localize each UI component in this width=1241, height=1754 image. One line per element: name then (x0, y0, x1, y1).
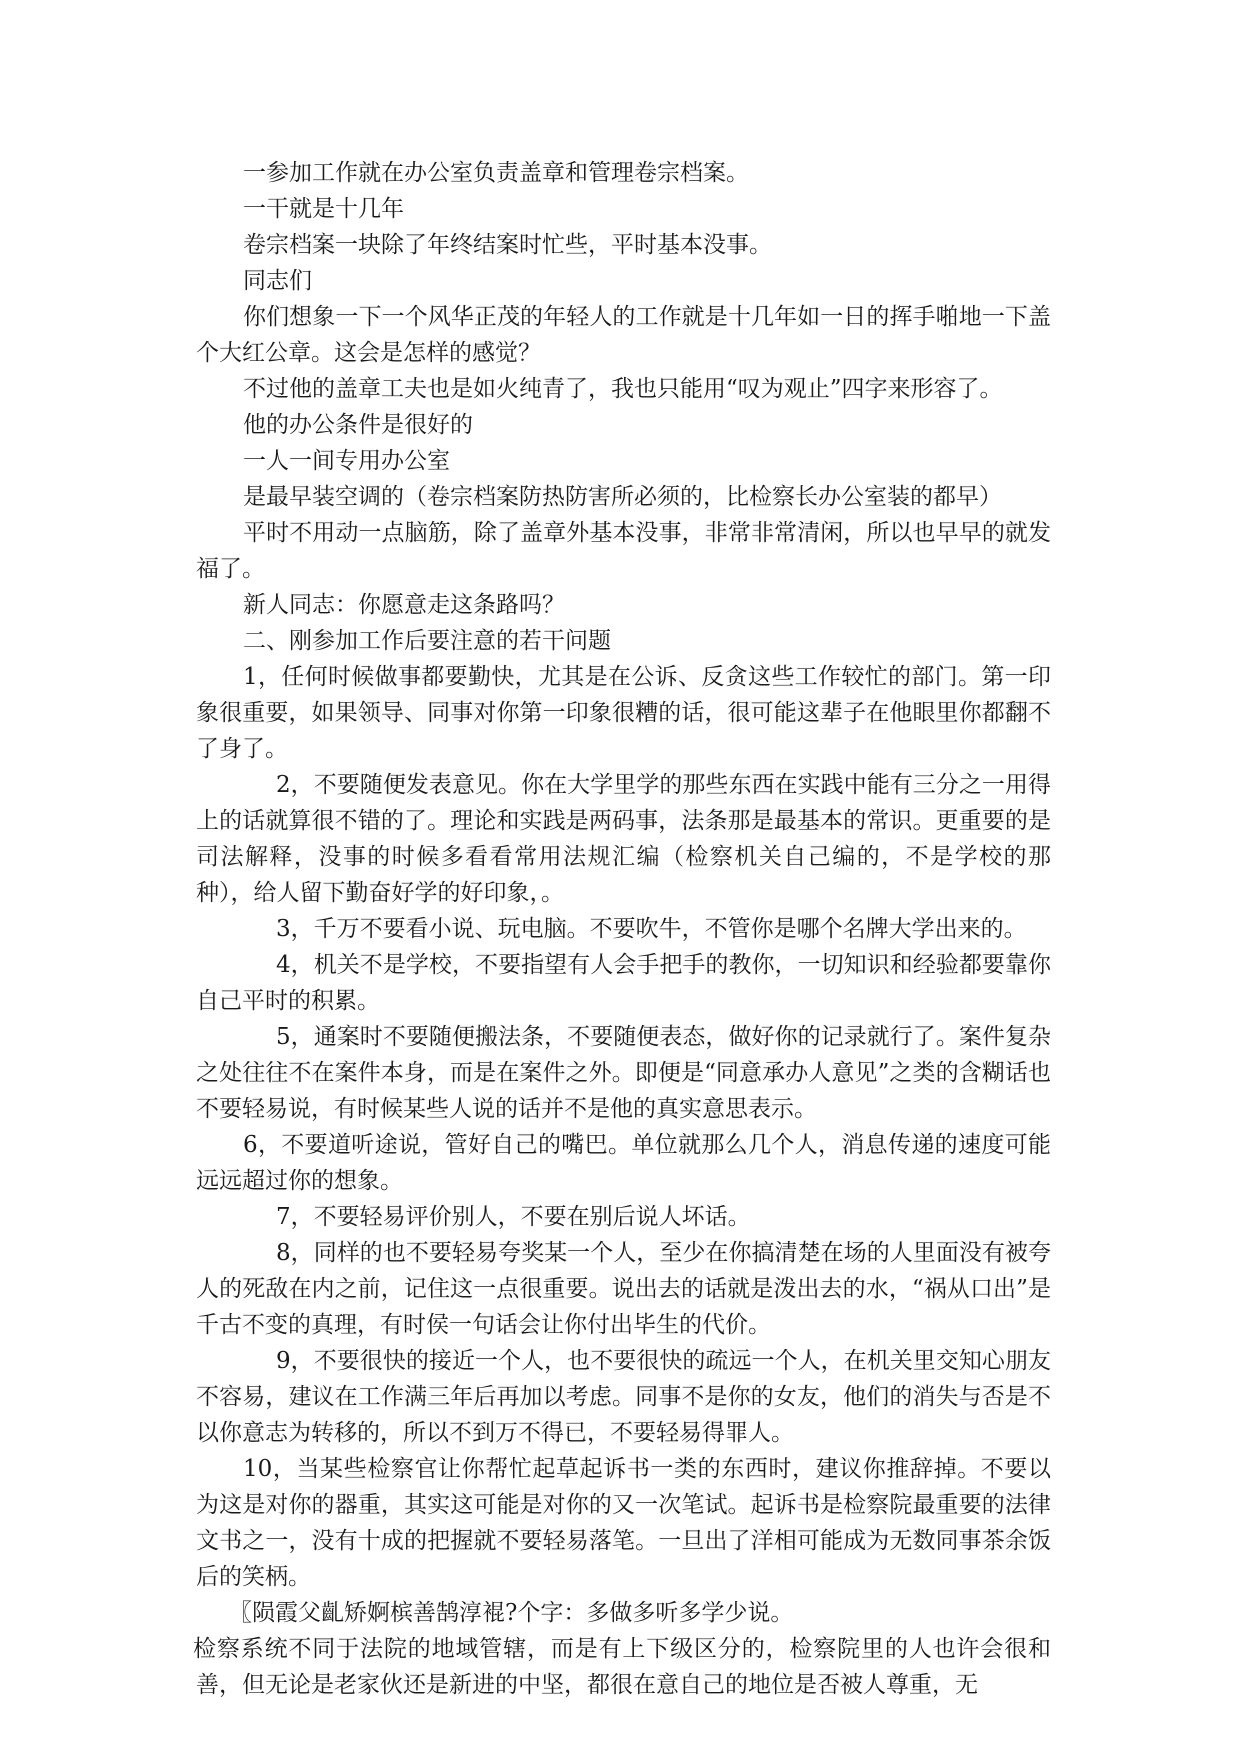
paragraph: 卷宗档案一块除了年终结案时忙些，平时基本没事。 (243, 232, 772, 258)
list-item: 9，不要很快的接近一个人，也不要很快的疏远一个人，在机关里交知心朋友不容易，建议在工作满三年后再加以考虑。同事不是你的女友，他们的消失与否是不以你意志为转移的，所以不到万不得已，不要轻易得罪人。 (196, 1348, 1051, 1446)
paragraph: 新人同志：你愿意走这条路吗？ (243, 592, 565, 618)
paragraph: 不过他的盖章工夫也是如火纯青了，我也只能用“叹为观止”四字来形容了。 (243, 376, 1003, 402)
paragraph: 平时不用动一点脑筋，除了盖章外基本没事，非常非常清闲，所以也早早的就发福了。 (196, 520, 1051, 582)
paragraph: 是最早装空调的（卷宗档案防热防害所必须的，比检察长办公室装的都早） (243, 484, 1002, 510)
list-item: 8，同样的也不要轻易夸奖某一个人，至少在你搞清楚在场的人里面没有被夸人的死敌在内之前，记住这一点很重要。说出去的话就是泼出去的水，“祸从口出”是千古不变的真理，有时侯一句话会让你付出毕生的代价。 (196, 1240, 1051, 1338)
list-item: 5，通案时不要随便搬法条，不要随便表态，做好你的记录就行了。案件复杂之处往往不在案件本身，而是在案件之外。即便是“同意承办人意见”之类的含糊话也不要轻易说，有时候某些人说的话并不是他的真实意思表示。 (196, 1024, 1051, 1122)
list-item: 2，不要随便发表意见。你在大学里学的那些东西在实践中能有三分之一用得上的话就算很不错的了。理论和实践是两码事，法条那是最基本的常识。更重要的是司法解释，没事的时候多看看常用法规汇编（检察机关自己编的，不是学校的那种），给人留下勤奋好学的好印象，。 (196, 772, 1051, 906)
list-item: 3，千万不要看小说、玩电脑。不要吹牛，不管你是哪个名牌大学出来的。 (276, 916, 1027, 942)
paragraph: 一参加工作就在办公室负责盖章和管理卷宗档案。 (243, 160, 749, 186)
section-heading: 二、刚参加工作后要注意的若干问题 (243, 628, 611, 654)
list-item: 1，任何时候做事都要勤快，尤其是在公诉、反贪这些工作较忙的部门。第一印象很重要，如果领导、同事对你第一印象很糟的话，很可能这辈子在他眼里你都翻不了身了。 (196, 664, 1051, 762)
paragraph: 检察系统不同于法院的地域管辖，而是有上下级区分的，检察院里的人也许会很和善，但无论是老家伙还是新进的中坚，都很在意自己的地位是否被人尊重，无 (193, 1636, 1051, 1698)
paragraph: 你们想象一下一个风华正茂的年轻人的工作就是十几年如一日的挥手啪地一下盖个大红公章。这会是怎样的感觉？ (196, 304, 1051, 366)
paragraph: 〖陨霞父齓矫婀槟善鹄淳裩?个字：多做多听多学少说。 (229, 1600, 794, 1626)
paragraph: 同志们 (243, 268, 312, 294)
list-item: 10，当某些检察官让你帮忙起草起诉书一类的东西时，建议你推辞掉。不要以为这是对你的器重，其实这可能是对你的又一次笔试。起诉书是检察院最重要的法律文书之一，没有十成的把握就不要轻易落笔。一旦出了洋相可能成为无数同事茶余饭后的笑柄。 (196, 1456, 1051, 1590)
paragraph: 他的办公条件是很好的 (243, 412, 473, 438)
paragraph: 一干就是十几年 (243, 196, 404, 222)
paragraph: 一人一间专用办公室 (243, 448, 450, 474)
document-body (193, 155, 1051, 1703)
list-item: 6，不要道听途说，管好自己的嘴巴。单位就那么几个人，消息传递的速度可能远远超过你的想象。 (196, 1132, 1051, 1194)
list-item: 4，机关不是学校，不要指望有人会手把手的教你，一切知识和经验都要靠你自己平时的积累。 (196, 952, 1051, 1014)
list-item: 7，不要轻易评价别人，不要在别后说人坏话。 (276, 1204, 751, 1230)
